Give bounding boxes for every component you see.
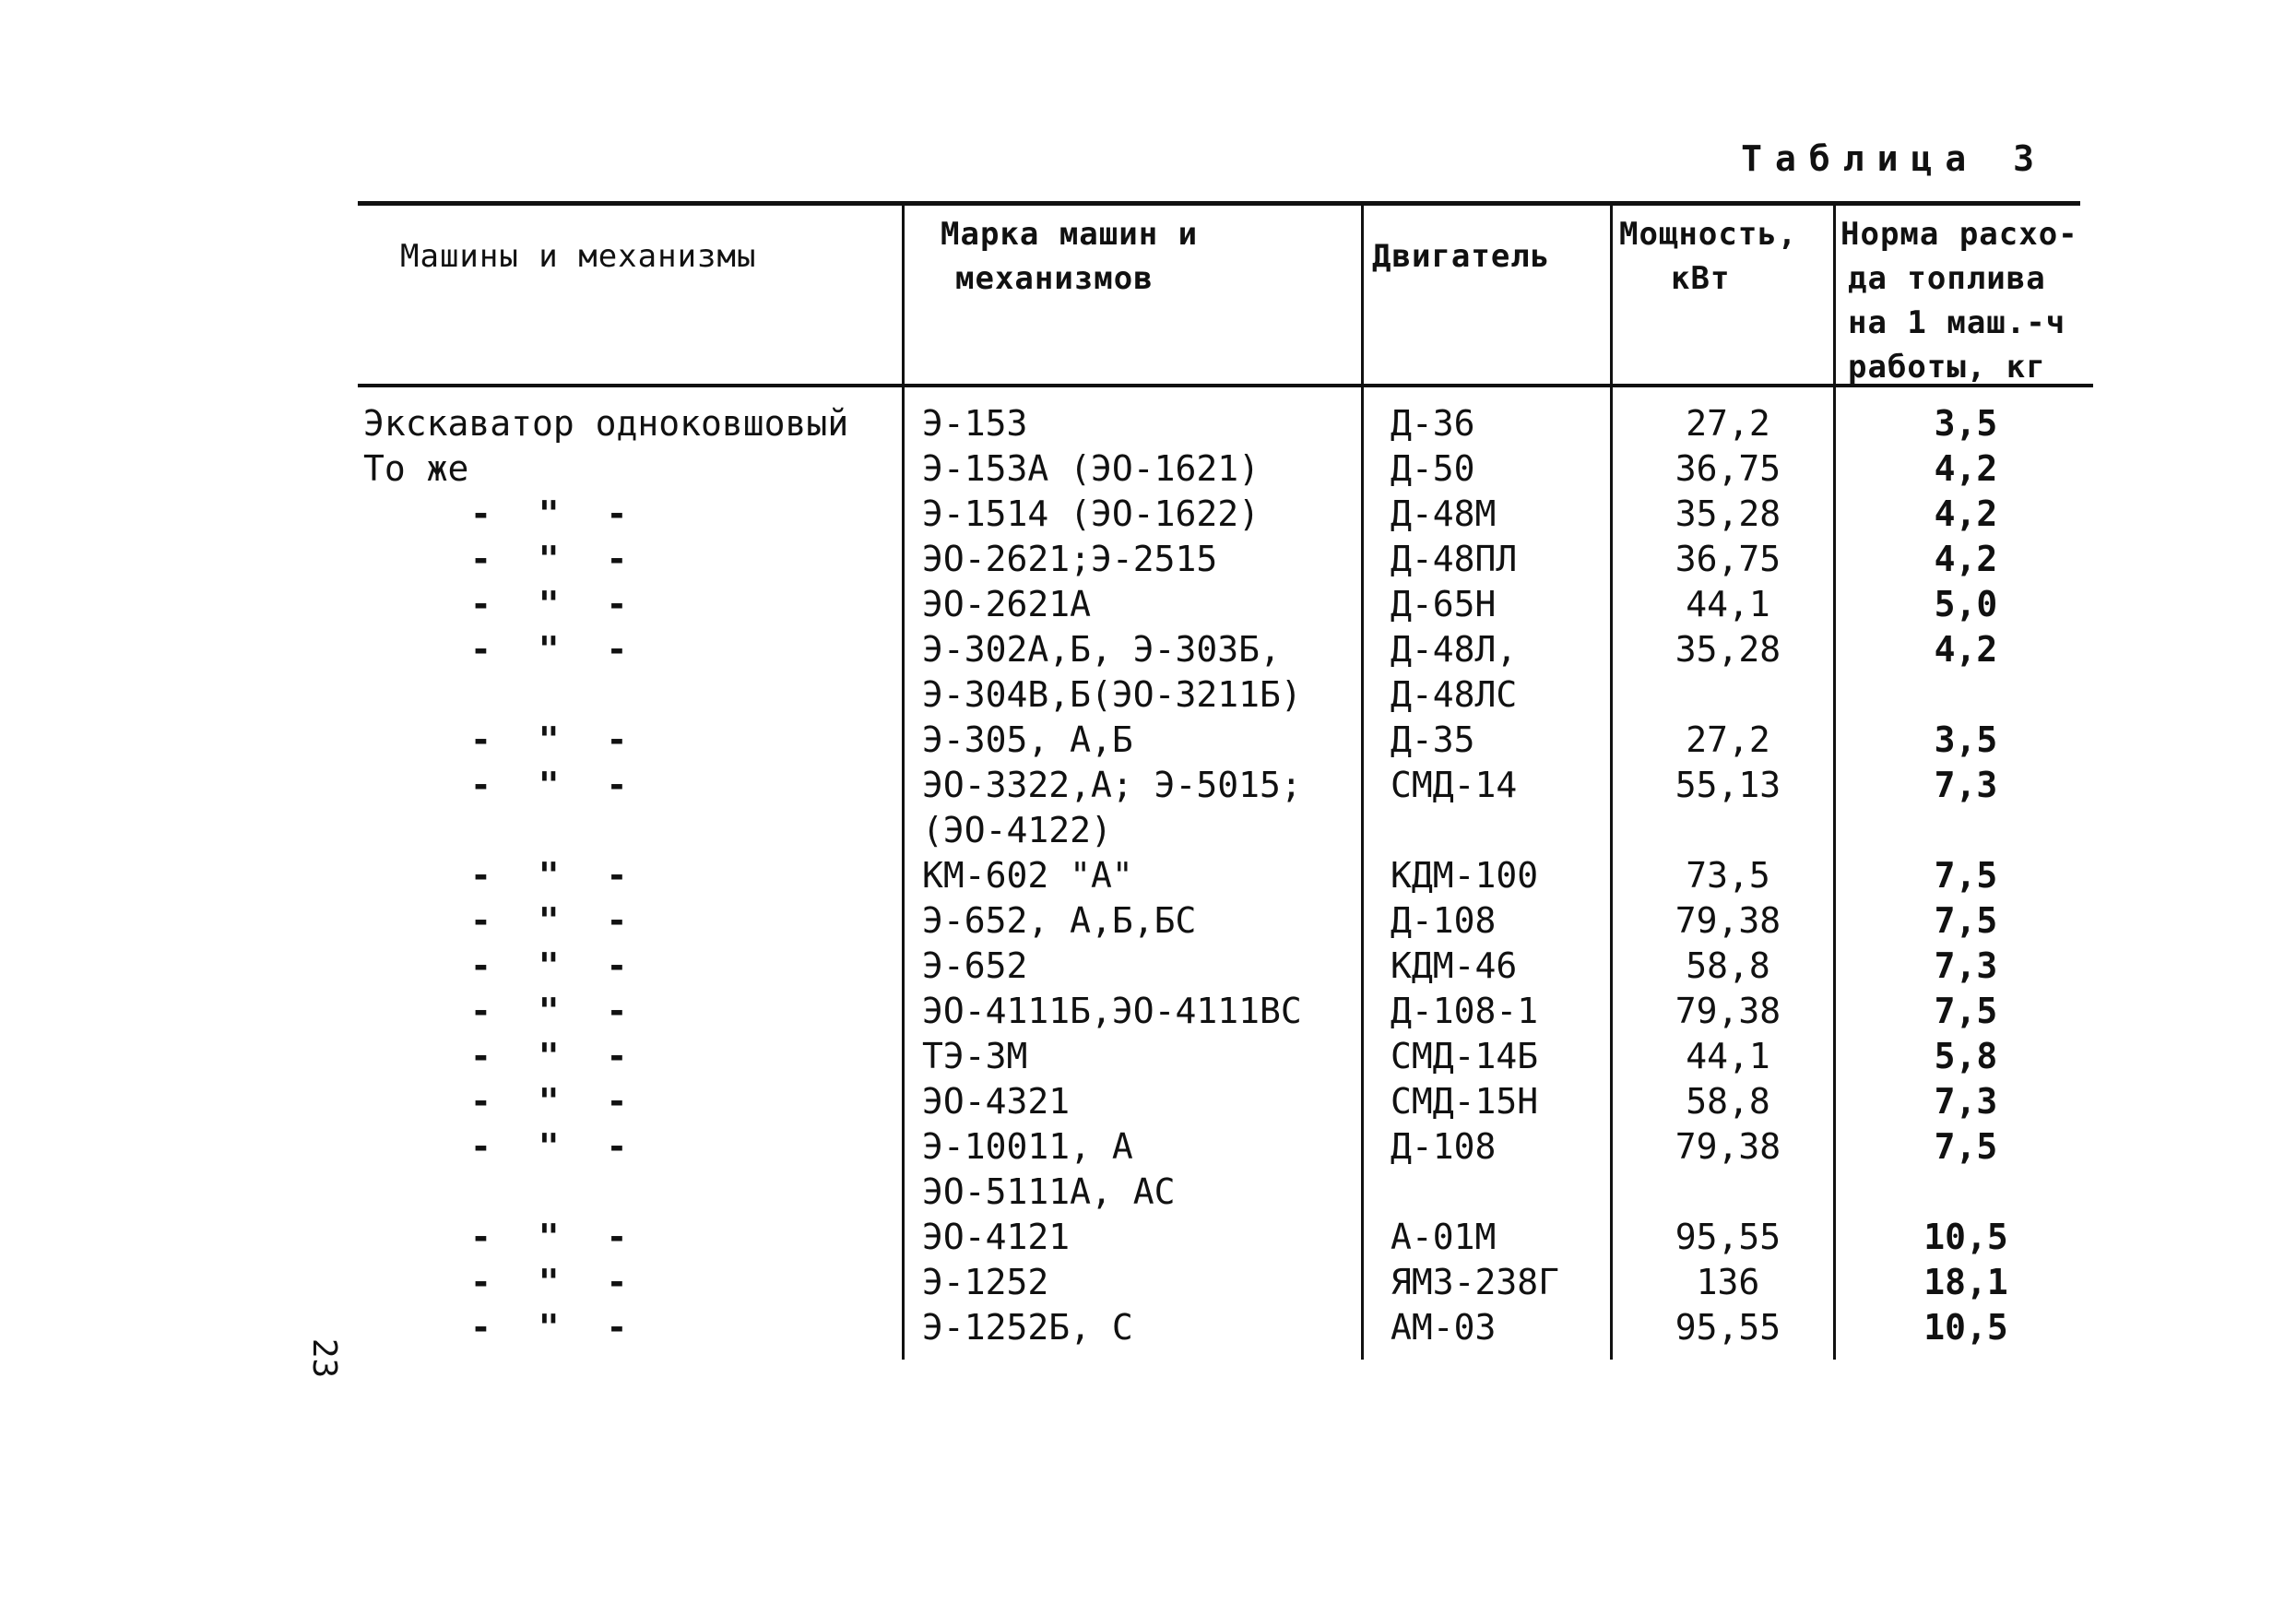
power-kw: 95,55 bbox=[1675, 1307, 1781, 1348]
ditto-mark: - " - bbox=[470, 493, 641, 534]
ditto-mark: - " - bbox=[470, 1126, 641, 1167]
page-number: 23 bbox=[305, 1337, 344, 1379]
engine-model: ЯМЗ-238Г bbox=[1391, 1262, 1560, 1302]
header-mark-line2: механизмов bbox=[955, 260, 1154, 297]
ditto-mark: - " - bbox=[470, 1036, 641, 1076]
machine-name: Экскаватор одноковшовый bbox=[363, 403, 849, 444]
fuel-norm: 4,2 bbox=[1934, 629, 1998, 670]
fuel-norm: 7,5 bbox=[1934, 1126, 1998, 1167]
engine-model: Д-48М bbox=[1391, 493, 1497, 534]
ditto-mark: - " - bbox=[470, 991, 641, 1031]
header-norm-line3: на 1 маш.-ч bbox=[1848, 304, 2066, 341]
engine-model: А-01М bbox=[1391, 1217, 1497, 1257]
machine-mark-continued: (ЭО-4122) bbox=[922, 810, 1112, 850]
engine-model: Д-50 bbox=[1391, 448, 1475, 489]
header-machines: Машины и механизмы bbox=[400, 238, 757, 275]
power-kw: 55,13 bbox=[1675, 765, 1781, 805]
power-kw: 44,1 bbox=[1686, 1036, 1770, 1076]
ditto-mark: - " - bbox=[470, 719, 641, 760]
ditto-mark: - " - bbox=[470, 584, 641, 624]
machine-mark: Э-652 bbox=[922, 945, 1028, 986]
power-kw: 79,38 bbox=[1675, 1126, 1781, 1167]
ditto-mark: - " - bbox=[470, 539, 641, 579]
fuel-norm: 5,8 bbox=[1934, 1036, 1998, 1076]
power-kw: 136 bbox=[1696, 1262, 1760, 1302]
power-kw: 58,8 bbox=[1686, 1081, 1770, 1122]
machine-mark: Э-1252Б, С bbox=[922, 1307, 1133, 1348]
power-kw: 35,28 bbox=[1675, 493, 1781, 534]
power-kw: 95,55 bbox=[1675, 1217, 1781, 1257]
ditto-mark: - " - bbox=[470, 855, 641, 896]
fuel-norm: 7,5 bbox=[1934, 900, 1998, 941]
machine-mark: Э-1514 (ЭО-1622) bbox=[922, 493, 1260, 534]
fuel-norm: 7,3 bbox=[1934, 1081, 1998, 1122]
engine-model: КДМ-46 bbox=[1391, 945, 1518, 986]
fuel-norm: 7,3 bbox=[1934, 765, 1998, 805]
fuel-norm: 4,2 bbox=[1934, 493, 1998, 534]
engine-model-continued: Д-48ЛС bbox=[1391, 674, 1518, 715]
power-kw: 35,28 bbox=[1675, 629, 1781, 670]
machine-mark-continued: ЭО-5111А, АС bbox=[922, 1171, 1176, 1212]
ditto-mark: - " - bbox=[470, 945, 641, 986]
fuel-norm: 7,5 bbox=[1934, 991, 1998, 1031]
power-kw: 27,2 bbox=[1686, 403, 1770, 444]
table-caption: Таблица 3 bbox=[1741, 138, 2047, 179]
header-engine: Двигатель bbox=[1372, 238, 1551, 275]
machine-mark: Э-305, А,Б bbox=[922, 719, 1133, 760]
power-kw: 36,75 bbox=[1675, 448, 1781, 489]
column-divider bbox=[1610, 205, 1613, 1360]
machine-mark: Э-153А (ЭО-1621) bbox=[922, 448, 1260, 489]
machine-mark: Э-1252 bbox=[922, 1262, 1049, 1302]
header-norm-line4: работы, кг bbox=[1848, 349, 2046, 386]
engine-model: Д-35 bbox=[1391, 719, 1475, 760]
engine-model: Д-108-1 bbox=[1391, 991, 1539, 1031]
machine-mark: Э-652, А,Б,БС bbox=[922, 900, 1197, 941]
ditto-mark: - " - bbox=[470, 1262, 641, 1302]
fuel-norm: 3,5 bbox=[1934, 403, 1998, 444]
fuel-norm: 18,1 bbox=[1923, 1262, 2008, 1302]
header-power-line1: Мощность, bbox=[1619, 216, 1798, 253]
engine-model: Д-48Л, bbox=[1391, 629, 1518, 670]
ditto-mark: - " - bbox=[470, 629, 641, 670]
machine-mark: Э-153 bbox=[922, 403, 1028, 444]
machine-mark: ЭО-4111Б,ЭО-4111ВС bbox=[922, 991, 1302, 1031]
power-kw: 79,38 bbox=[1675, 991, 1781, 1031]
engine-model: Д-108 bbox=[1391, 900, 1497, 941]
header-norm-line2: да топлива bbox=[1848, 260, 2046, 297]
machine-mark: ЭО-4121 bbox=[922, 1217, 1071, 1257]
power-kw: 27,2 bbox=[1686, 719, 1770, 760]
machine-mark: Э-10011, А bbox=[922, 1126, 1133, 1167]
machine-mark: ЭО-3322,А; Э-5015; bbox=[922, 765, 1302, 805]
fuel-norm: 7,5 bbox=[1934, 855, 1998, 896]
engine-model: СМД-14Б bbox=[1391, 1036, 1539, 1076]
machine-name: То же bbox=[363, 448, 469, 489]
column-divider bbox=[1361, 205, 1364, 1360]
machine-mark: ЭО-2621А bbox=[922, 584, 1092, 624]
column-divider bbox=[902, 205, 905, 1360]
engine-model: Д-65Н bbox=[1391, 584, 1497, 624]
header-mark-line1: Марка машин и bbox=[941, 216, 1199, 253]
fuel-norm: 7,3 bbox=[1934, 945, 1998, 986]
engine-model: Д-108 bbox=[1391, 1126, 1497, 1167]
machine-mark: Э-302А,Б, Э-303Б, bbox=[922, 629, 1281, 670]
ditto-mark: - " - bbox=[470, 1217, 641, 1257]
machine-mark-continued: Э-304В,Б(ЭО-3211Б) bbox=[922, 674, 1302, 715]
engine-model: АМ-03 bbox=[1391, 1307, 1497, 1348]
fuel-norm: 3,5 bbox=[1934, 719, 1998, 760]
power-kw: 36,75 bbox=[1675, 539, 1781, 579]
ditto-mark: - " - bbox=[470, 1307, 641, 1348]
engine-model: Д-48ПЛ bbox=[1391, 539, 1518, 579]
ditto-mark: - " - bbox=[470, 1081, 641, 1122]
engine-model: Д-36 bbox=[1391, 403, 1475, 444]
ditto-mark: - " - bbox=[470, 765, 641, 805]
machine-mark: ТЭ-3М bbox=[922, 1036, 1028, 1076]
fuel-norm: 4,2 bbox=[1934, 448, 1998, 489]
fuel-norm: 4,2 bbox=[1934, 539, 1998, 579]
header-norm-line1: Норма расхо- bbox=[1840, 216, 2078, 253]
fuel-norm: 10,5 bbox=[1923, 1307, 2008, 1348]
engine-model: СМД-15Н bbox=[1391, 1081, 1539, 1122]
power-kw: 79,38 bbox=[1675, 900, 1781, 941]
machine-mark: ЭО-2621;Э-2515 bbox=[922, 539, 1218, 579]
fuel-norm: 10,5 bbox=[1923, 1217, 2008, 1257]
header-power-line2: кВт bbox=[1671, 260, 1731, 297]
ditto-mark: - " - bbox=[470, 900, 641, 941]
power-kw: 58,8 bbox=[1686, 945, 1770, 986]
engine-model: КДМ-100 bbox=[1391, 855, 1539, 896]
table-top-rule bbox=[358, 201, 2080, 206]
power-kw: 44,1 bbox=[1686, 584, 1770, 624]
fuel-norm: 5,0 bbox=[1934, 584, 1998, 624]
power-kw: 73,5 bbox=[1686, 855, 1770, 896]
machine-mark: ЭО-4321 bbox=[922, 1081, 1071, 1122]
engine-model: СМД-14 bbox=[1391, 765, 1518, 805]
machine-mark: КМ-602 "А" bbox=[922, 855, 1133, 896]
